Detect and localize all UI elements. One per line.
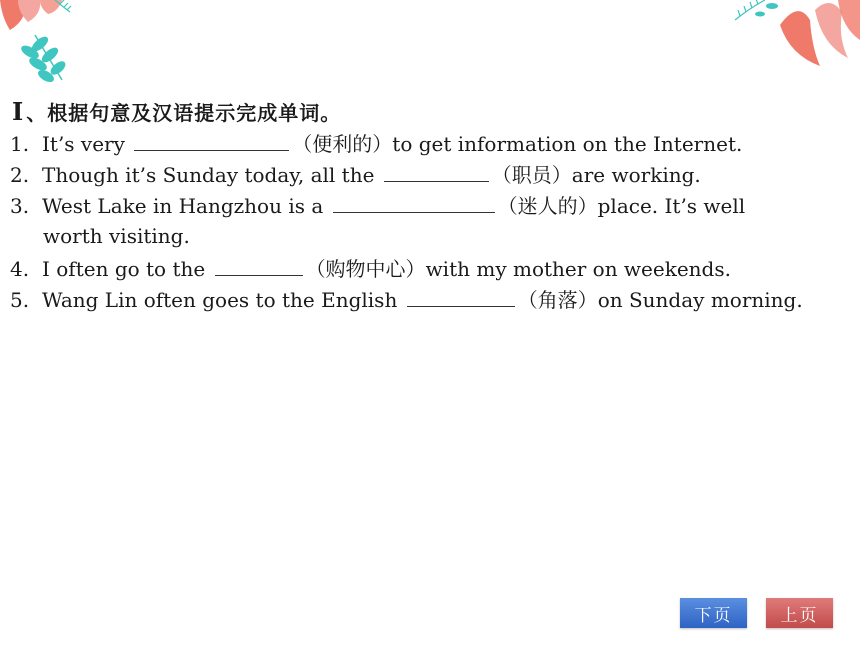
leaf-decoration-top-left [0,0,110,95]
answer-blank[interactable] [215,253,303,276]
heading-text: 、根据句意及汉语提示完成单词。 [26,101,342,125]
chinese-hint: （迷人的） [497,194,598,218]
question-text-before: I often go to the [42,257,206,281]
question-5 [10,284,803,316]
question-4 [10,253,731,285]
previous-page-button[interactable]: 上页 [766,598,833,628]
question-text-after: on Sunday morning. [597,288,803,312]
question-text-before: Though it’s Sunday today, all the [42,163,375,187]
question-3-continuation: worth visiting. [43,224,190,248]
question-number: 4. [10,257,30,281]
answer-blank[interactable] [407,284,515,307]
answer-blank[interactable] [134,128,289,151]
answer-blank[interactable] [333,190,495,213]
question-2 [10,159,701,191]
leaf-decoration-top-right [730,0,860,75]
roman-numeral: Ⅰ [12,97,25,126]
question-1 [10,128,742,160]
chinese-hint: （购物中心） [305,257,426,281]
question-text-after: with my mother on weekends. [425,257,731,281]
section-heading [12,97,341,126]
question-text-before: Wang Lin often goes to the English [42,288,398,312]
chinese-hint: （职员） [491,163,572,187]
question-3 [10,190,745,222]
chinese-hint: （角落） [517,288,598,312]
answer-blank[interactable] [384,159,489,182]
question-text-after: place. It’s well [597,194,746,218]
question-text-before: It’s very [42,132,125,156]
question-number: 2. [10,163,30,187]
chinese-hint: （便利的） [292,132,393,156]
question-text-before: West Lake in Hangzhou is a [42,194,324,218]
next-page-button[interactable]: 下页 [680,598,747,628]
question-text-after: are working. [571,163,701,187]
question-number: 3. [10,194,30,218]
question-number: 1. [10,132,30,156]
question-text-after: to get information on the Internet. [392,132,743,156]
question-number: 5. [10,288,30,312]
